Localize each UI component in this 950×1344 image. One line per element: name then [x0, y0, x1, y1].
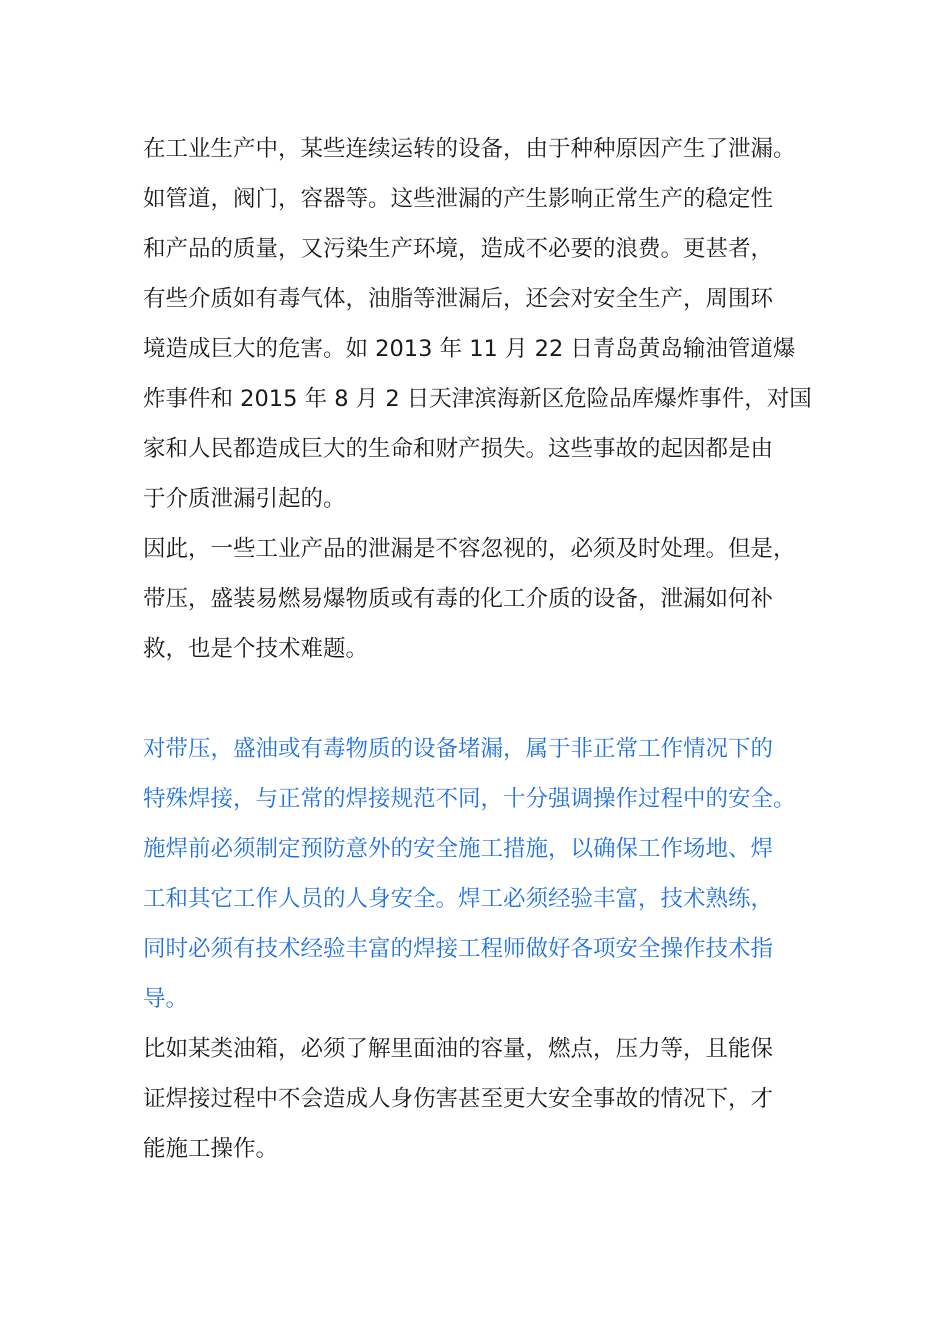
paragraph-safety-highlight [143, 724, 823, 1024]
text-line: 在工业生产中，某些连续运转的设备，由于种种原因产生了泄漏。 [143, 136, 796, 162]
text-line: 家和人民都造成巨大的生命和财产损失。这些事故的起因都是由 [143, 436, 774, 462]
paragraph-fuel-tank-example [143, 1024, 823, 1174]
highlight-text-line: 同时必须有技术经验丰富的焊接工程师做好各项安全操作技术指 [143, 936, 774, 962]
text-line: 和产品的质量，又污染生产环境，造成不必要的浪费。更甚者， [143, 236, 774, 262]
text-line: 如管道，阀门，容器等。这些泄漏的产生影响正常生产的稳定性 [143, 186, 774, 212]
text-line: 于介质泄漏引起的。 [143, 486, 346, 512]
document-body [143, 124, 823, 1174]
highlight-text-line: 导。 [143, 986, 189, 1012]
text-line: 有些介质如有毒气体，油脂等泄漏后，还会对安全生产，周围环 [143, 286, 774, 312]
paragraph-spacer [143, 674, 823, 724]
text-line: 证焊接过程中不会造成人身伤害甚至更大安全事故的情况下，才 [143, 1086, 774, 1112]
text-line: 境造成巨大的危害。如 2013 年 11 月 22 日青岛黄岛输油管道爆 [143, 336, 796, 362]
text-line: 比如某类油箱，必须了解里面油的容量，燃点，压力等，且能保 [143, 1036, 774, 1062]
text-line: 救，也是个技术难题。 [143, 636, 369, 662]
highlight-text-line: 特殊焊接，与正常的焊接规范不同，十分强调操作过程中的安全。 [143, 786, 796, 812]
text-line: 能施工操作。 [143, 1136, 279, 1162]
text-line: 炸事件和 2015 年 8 月 2 日天津滨海新区危险品库爆炸事件，对国 [143, 386, 812, 412]
highlight-text-line: 工和其它工作人员的人身安全。焊工必须经验丰富，技术熟练， [143, 886, 774, 912]
highlight-text-line: 对带压，盛油或有毒物质的设备堵漏，属于非正常工作情况下的 [143, 736, 774, 762]
text-line: 因此，一些工业产品的泄漏是不容忽视的，必须及时处理。但是， [143, 536, 796, 562]
highlight-text-line: 施焊前必须制定预防意外的安全施工措施，以确保工作场地、焊 [143, 836, 774, 862]
paragraph-leak-background [143, 124, 823, 524]
paragraph-technical-difficulty [143, 524, 823, 674]
text-line: 带压，盛装易燃易爆物质或有毒的化工介质的设备，泄漏如何补 [143, 586, 774, 612]
